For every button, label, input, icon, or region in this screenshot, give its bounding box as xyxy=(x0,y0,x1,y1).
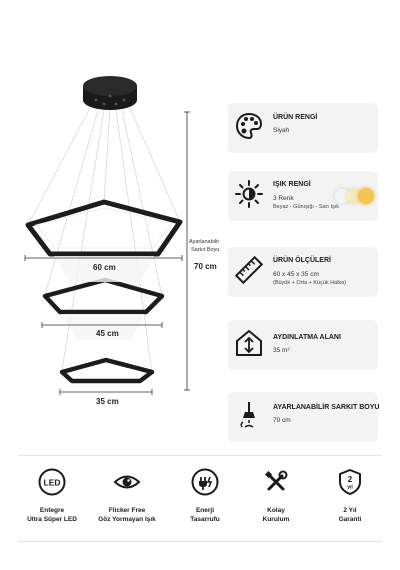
svg-text:LED: LED xyxy=(43,477,61,488)
swatch-warm-yellow xyxy=(358,188,374,204)
feature-line1: 2 Yıl xyxy=(343,507,357,514)
pendant-lamp-illustration xyxy=(0,0,225,440)
feature-line1: Kolay xyxy=(267,507,285,514)
features-divider-top xyxy=(18,455,382,456)
area-icon xyxy=(234,328,264,358)
spec-value: 70 cm xyxy=(273,417,291,424)
ceiling-canopy xyxy=(83,76,137,110)
features-divider-bottom xyxy=(18,541,382,542)
feature-line2: Garanti xyxy=(338,516,362,523)
feature-line2: Ultra Süper LED xyxy=(27,516,77,523)
feature-warranty xyxy=(310,468,390,524)
adjustable-label-line1: Ayarlanabilir xyxy=(189,239,220,245)
palette-icon xyxy=(234,111,264,141)
large-ring xyxy=(28,202,180,254)
feature-easy-install xyxy=(236,468,316,524)
spec-subtext: Beyaz - Günışığı - Sarı Işık xyxy=(273,204,340,210)
feature-line2: Göz Yormayan Işık xyxy=(98,516,156,523)
feature-line2: Kurulum xyxy=(262,516,290,523)
medium-ring-width-label: 45 cm xyxy=(96,329,119,338)
led-icon xyxy=(38,468,66,496)
spec-card-product-color xyxy=(228,103,378,153)
sun-icon xyxy=(234,179,264,209)
pendant-icon xyxy=(234,400,264,430)
ruler-icon xyxy=(234,255,264,285)
tools-icon xyxy=(262,468,290,496)
medium-ring xyxy=(45,280,162,312)
spec-card-light-color xyxy=(228,171,378,221)
spec-value: 60 x 45 x 35 cm xyxy=(273,271,319,278)
feature-line1: Entegre xyxy=(39,507,65,514)
small-ring-width-label: 35 cm xyxy=(96,397,119,406)
feature-flicker-free xyxy=(87,468,167,524)
spec-title: ÜRÜN RENGİ xyxy=(273,114,318,121)
adjustable-label-line2: Sarkıt Boyu xyxy=(191,247,220,253)
large-ring-width-label: 60 cm xyxy=(93,263,116,272)
spec-card-lighting-area xyxy=(228,320,378,370)
spec-title: IŞIK RENGİ xyxy=(273,181,311,188)
spec-card-adjustable-length xyxy=(228,392,378,442)
height-dimension-line xyxy=(184,112,190,390)
spec-value: 3 Renk xyxy=(273,195,294,202)
feature-line1: Flicker Free xyxy=(108,507,146,514)
spec-title: AYARLANABİLİR SARKIT BOYU xyxy=(273,404,380,411)
height-label: 70 cm xyxy=(194,262,217,271)
energy-plug-icon xyxy=(191,468,219,496)
spec-card-product-dimensions xyxy=(228,247,378,297)
feature-led xyxy=(12,468,92,524)
spec-title: AYDINLATMA ALANI xyxy=(273,334,341,341)
small-ring xyxy=(62,360,152,381)
feature-line2: Tasarrufu xyxy=(190,516,220,523)
warranty-shield-icon xyxy=(336,468,364,496)
svg-text:yıl: yıl xyxy=(347,484,353,491)
spec-value: Siyah xyxy=(273,127,290,134)
feature-energy-saving xyxy=(165,468,245,524)
feature-line1: Enerji xyxy=(195,507,215,514)
spec-subtext: (Büyük + Orta + Küçük Halka) xyxy=(273,280,347,286)
eye-icon xyxy=(113,468,141,496)
spec-value: 35 m² xyxy=(273,347,290,354)
svg-text:2: 2 xyxy=(347,475,353,484)
spec-title: ÜRÜN ÖLÇÜLERİ xyxy=(273,257,331,264)
